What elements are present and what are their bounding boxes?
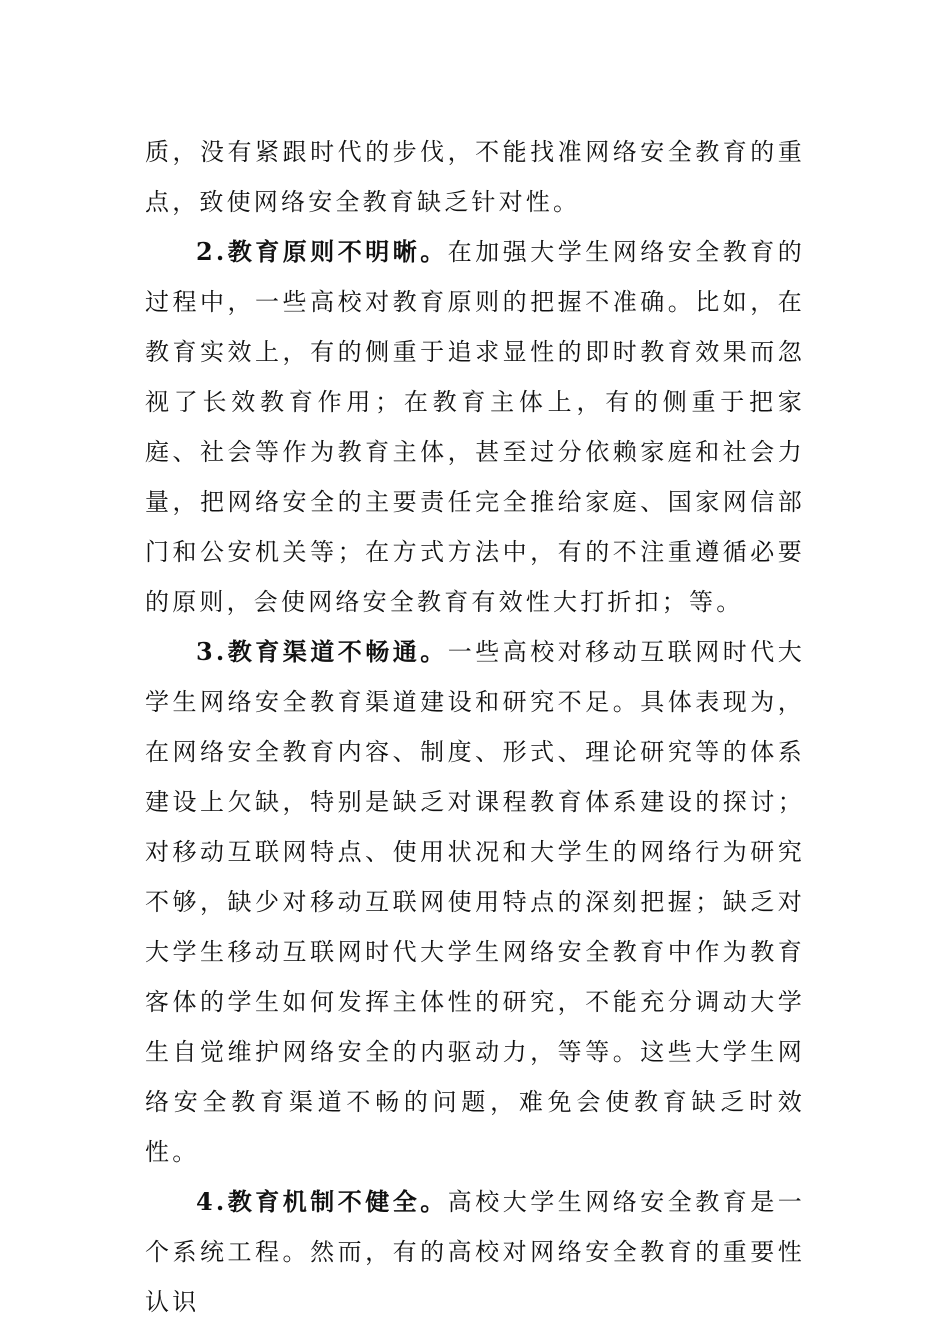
paragraph-principles [145, 227, 805, 627]
section-heading-principles: 2.教育原则不明晰。 [196, 237, 448, 266]
paragraph-channels [145, 627, 805, 1177]
section-heading-mechanism: 4.教育机制不健全。 [196, 1187, 448, 1216]
section-heading-channels: 3.教育渠道不畅通。 [196, 637, 448, 666]
document-body [145, 127, 805, 1327]
paragraph-continuation [145, 127, 805, 227]
paragraph-text: 在加强大学生网络安全教育的过程中，一些高校对教育原则的把握不准确。比如，在教育实效上，有的侧重于追求显性的即时教育效果而忽视了长效教育作用；在教育主体上，有的侧重于把家庭、社会等作为教育主体，甚至过分依赖家庭和社会力量，把网络安全的主要责任完全推给家庭、国家网信部门和公安机关等；在方式方法中，有的不注重遵循必要的原则，会使网络安全教育有效性大打折扣；等。 [145, 238, 805, 616]
paragraph-text: 一些高校对移动互联网时代大学生网络安全教育渠道建设和研究不足。具体表现为，在网络安全教育内容、制度、形式、理论研究等的体系建设上欠缺，特别是缺乏对课程教育体系建设的探讨；对移动互联网特点、使用状况和大学生的网络行为研究不够，缺少对移动互联网使用特点的深刻把握；缺乏对大学生移动互联网时代大学生网络安全教育中作为教育客体的学生如何发挥主体性的研究，不能充分调动大学生自觉维护网络安全的内驱动力，等等。这些大学生网络安全教育渠道不畅的问题，难免会使教育缺乏时效性。 [145, 638, 805, 1166]
paragraph-text: 质，没有紧跟时代的步伐，不能找准网络安全教育的重点，致使网络安全教育缺乏针对性。 [145, 138, 805, 216]
paragraph-mechanism [145, 1177, 805, 1327]
paragraph-text: 高校大学生网络安全教育是一个系统工程。然而，有的高校对网络安全教育的重要性认识 [145, 1188, 805, 1316]
